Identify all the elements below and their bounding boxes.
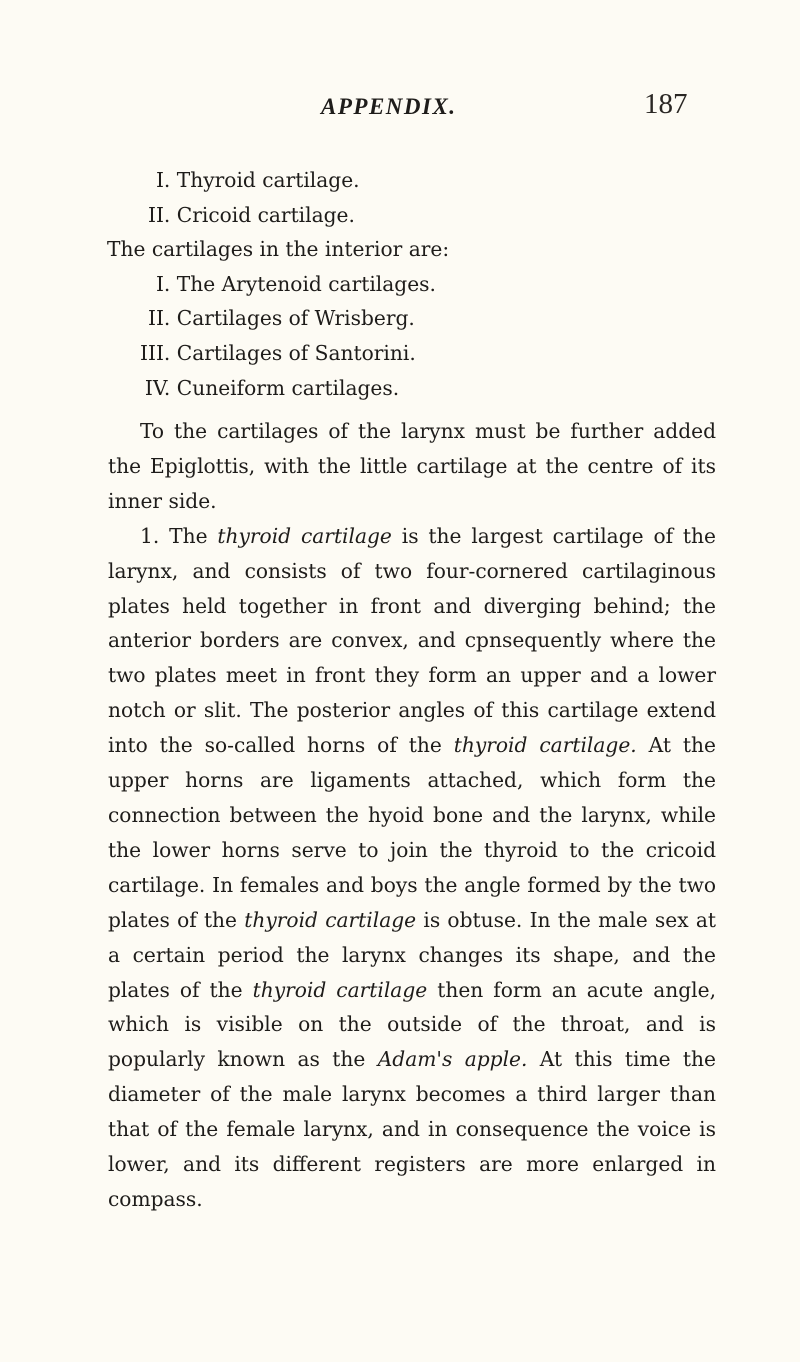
list-item xyxy=(140,198,760,233)
list-item xyxy=(140,267,760,302)
list-item xyxy=(140,163,760,198)
paragraph-thyroid xyxy=(108,519,716,1217)
italic-term: Adam's apple. xyxy=(377,1047,528,1072)
list-item xyxy=(140,301,760,336)
list-item-text: Thyroid cartilage. xyxy=(176,168,360,192)
list-item-text: Cartilages of Santorini. xyxy=(176,340,416,365)
list-item-text: The Arytenoid cartilages. xyxy=(176,271,436,296)
text-run: is the largest cartilage of the larynx, and consists of two four-cornered cartilaginous plates held together in front and diverging behind; the anterior borders are convex, and cpnsequently where the two plates meet in front they form an upper and a lower notch or slit. The posterior angles of this cartilage extend into the so-called horns of the xyxy=(108,523,716,758)
text-run: is obtuse. In the male sex at a certain period the larynx changes its shape, and the plates of the xyxy=(108,907,717,1002)
list-numeral: I. xyxy=(155,168,171,192)
italic-term: thyroid cartilage xyxy=(252,977,428,1002)
list-numeral: I. xyxy=(155,271,171,296)
list-numeral: II. xyxy=(147,306,171,331)
body-text xyxy=(108,414,716,1217)
list-item-text: Cricoid cartilage. xyxy=(176,202,355,227)
italic-term: thyroid cartilage xyxy=(244,907,417,932)
list-item xyxy=(140,371,760,406)
italic-term: thyroid cartilage. xyxy=(453,733,637,758)
text-run: then form an acute angle, which is visible on the outside of the throat, and is popularly known as the xyxy=(108,977,716,1072)
list-numeral: II. xyxy=(147,202,171,227)
list-numeral: IV. xyxy=(144,375,171,400)
list-item-text: Cuneiform cartilages. xyxy=(176,375,400,400)
running-title: APPENDIX. xyxy=(321,94,457,119)
text-run: At this time the diameter of the male larynx becomes a third larger than that of the female larynx, and in consequence the voice is lower, and its different registers are more enlarged in compass. xyxy=(108,1047,716,1211)
text-run: At the upper horns are ligaments attached, which form the connection between the hyoid bone and the larynx, while the lower horns serve to join the thyroid to the cricoid cartilage. In females and boys the angle formed by the two plates of the xyxy=(108,733,716,932)
list-item xyxy=(140,336,760,371)
list-item-text: Cartilages of Wrisberg. xyxy=(176,306,415,331)
interior-heading: The cartilages in the interior are: xyxy=(107,237,450,262)
paragraph-epiglottis: To the cartilages of the larynx must be further added the Epiglottis, with the little cartilage at the centre of its inner side. xyxy=(108,419,716,513)
italic-term: thyroid cartilage xyxy=(217,523,392,548)
cartilage-lists xyxy=(107,163,760,405)
text-run: 1. The xyxy=(140,523,218,548)
list-numeral: III. xyxy=(140,340,171,365)
page-number: 187 xyxy=(644,88,688,120)
page-header xyxy=(0,88,800,130)
